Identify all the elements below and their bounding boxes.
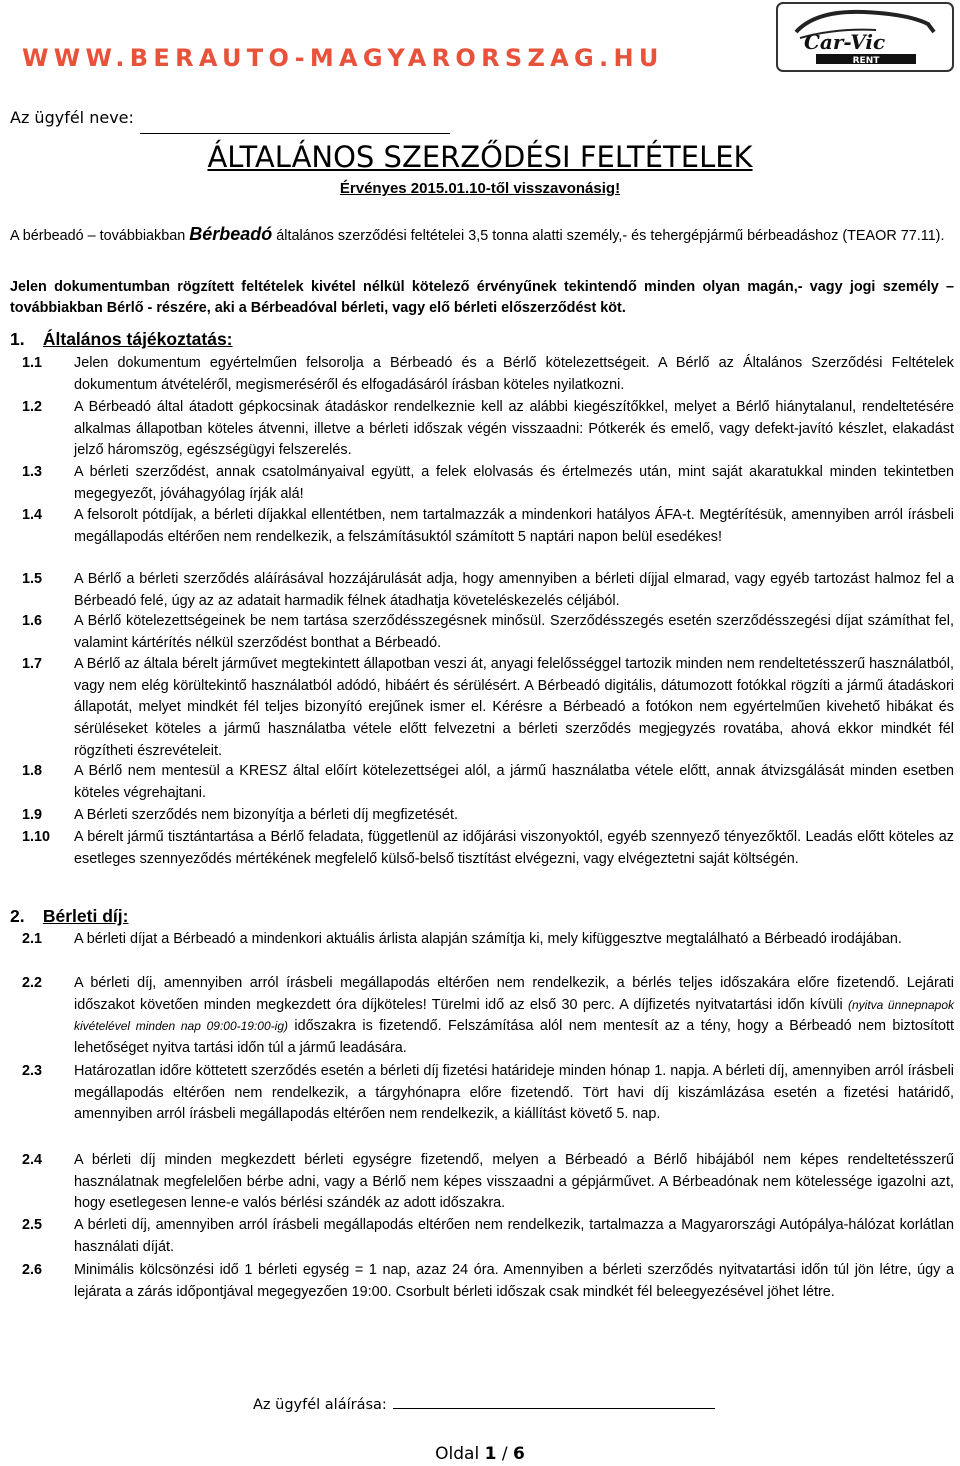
item-number: 1.5 [22,571,43,587]
item-text [74,973,954,1060]
item-text: Határozatlan időre köttetett szerződés esetén a bérleti díj fizetési határideje minden hónap 1. napja. A bérleti díj, amennyiben arról írásbeli megállapodás eltérően nem rendelkezik, a tárgyhónapra előre fizetendő. Tört havi díj kiszámlázása esetén a fizetési határidő, amennyiben arról írásbeli megállapodás eltérően nem rendelkezik, a kiállítást követő 5. nap. [74,1063,954,1123]
item-text: A Bérlő nem mentesül a KRESZ által előírt kötelezettségei alól, a jármű használatba vétele előtt, annak átvizsgálását minden esetben köteles végrehajtani. [74,763,954,801]
item-number: 1.9 [22,807,43,823]
client-signature [253,1396,715,1413]
section-2-title: Bérleti díj: [42,906,129,926]
logo-sub-text: RENT [852,56,880,66]
item-number: 2.3 [22,1063,43,1079]
item-text: A Bérlő a bérleti szerződés aláírásával hozzájárulását adja, hogy amennyiben a bérleti díjjal elmarad, vagy egyéb tartozást halmoz fel a Bérbeadó felé, úgy az az adatait harmadik félnek átadhatja követeléskezelés céljából. [74,571,954,609]
item-number: 1.8 [22,763,43,779]
item-number: 1.4 [22,507,43,523]
item-text: A bérelt jármű tisztántartása a Bérlő feladata, függetlenül az időjárási viszonyoktól, egyéb szennyező tényezőktől. Leadás előtt köteles az esetleges szennyeződés mértékének megfelelő külső-belső tisztítást elvégezni, vagy elvégeztetni saját költségén. [74,829,954,867]
page-total: 6 [513,1444,525,1464]
list-item [10,805,954,827]
item-number: 2.4 [22,1152,43,1168]
client-name-label: Az ügyfél neve: [10,108,134,127]
section-1-title: Általános tájékoztatás: [42,329,233,349]
section-2-number: 2. [10,906,25,926]
list-item [10,1061,954,1126]
item-text-part-a: A bérleti díj, amennyiben arról írásbeli megállapodás eltérően nem rendelkezik, a bérlés teljes időszakára előre fizetendő. Lejárati időszakot követően minden megkezdett óra díjköteles! Türelmi idő az első 30 perc. A díjfizetés nyitvatartási időn kívüli [74,975,954,1013]
list-item [10,505,954,548]
list-item [10,397,954,462]
item-text: A bérleti szerződést, annak csatolmányaival együtt, a felek elolvasás és értelmezés után, mint saját akaratukkal minden tekintetben megegyezőt, jóváhagyólag írják alá! [74,464,954,502]
item-text: Minimális kölcsönzési idő 1 bérleti egység = 1 nap, azaz 24 óra. Amennyiben a bérleti szerződés nyitvatartási időn túl jön létre, úgy a lejárata a zárás időpontjával megegyezően 19:00. Csorbult bérleti időszak csak mindkét fél beleegyezésével jöhet létre. [74,1262,954,1300]
document-validity: Érvényes 2015.01.10-től visszavonásig! [339,180,621,197]
list-item [10,1260,954,1303]
intro-p1-start: A bérbeadó – továbbiakban [10,228,190,244]
intro-paragraph-2: Jelen dokumentumban rögzített feltételek kivétel nélkül kötelező érvényűnek tekintendő minden olyan magán,- vagy jogi személy – továbbiakban Bérlő - részére, aki a Bérbeadóval bérleti, vagy elő bérleti előszerződést köt. [10,279,954,316]
item-number: 2.6 [22,1262,43,1278]
list-item [10,611,954,654]
item-text: A bérleti díj minden megkezdett bérleti egységre fizetendő, melyen a Bérbeadó a Bérlő hibájából nem képes rendeltetésszerű használatnak megfelelően bérbe adni, vagy a Bérlő nem képes visszaadni a gépjárművet. A Bérbeadónak nem kötelessége igazolni azt, hogy esetlegesen lenne-e valós bérlési szándék az adott időszakra. [74,1152,954,1212]
list-item [10,462,954,505]
list-item [10,973,954,1060]
item-number: 2.5 [22,1217,43,1233]
item-number: 1.3 [22,464,43,480]
list-item [10,761,954,804]
page-number [0,1444,960,1464]
section-1-heading [10,329,233,350]
page-label: Oldal [435,1444,480,1464]
item-text: A bérleti díjat a Bérbeadó a mindenkori aktuális árlista alapján számítja ki, mely kifüggesztve megtalálható a Bérbeadó irodájában. [74,931,902,947]
car-vic-logo [776,2,954,72]
section-2-heading [10,906,128,927]
item-text: A felsorolt pótdíjak, a bérleti díjakkal ellentétben, nem tartalmazzák a mindenkori hatályos ÁFA-t. Megtérítésük, amennyiben arról írásbeli megállapodás eltérően nem rendelkezik, a felszámításuktól számított 5 naptári napon belül esedékes! [74,507,954,545]
list-item [10,353,954,396]
item-number: 1.1 [22,355,43,371]
document-title: ÁLTALÁNOS SZERZŐDÉSI FELTÉTELEK [207,140,753,174]
signature-line [393,1396,715,1409]
list-item [10,1150,954,1215]
list-item [10,827,954,870]
opening-hours-note: (nyitva ünnepnapok kivételével minden nap 09:00-19:00-ig) [74,997,954,1034]
page-separator: / [501,1444,508,1464]
list-item [10,1215,954,1258]
item-number: 1.2 [22,399,43,415]
item-number: 1.7 [22,656,43,672]
item-number: 2.1 [22,931,43,947]
item-text-part-b: időszakra is fizetendő. Felszámítása alól nem mentesít az a tény, hogy a Bérbeadó nem biztosított lehetőséget nyitva tartási időn túl a jármű leadására. [74,1018,955,1057]
site-url[interactable]: WWW.BERAUTO-MAGYARORSZAG.HU [22,44,664,72]
intro-paragraph-1 [10,224,954,247]
signature-label: Az ügyfél aláírása: [253,1397,387,1413]
item-text: Jelen dokumentum egyértelműen felsorolja a Bérbeadó és a Bérlő kötelezettségeit. A Bérlő az Általános Szerződési Feltételek dokumentum átvételéről, megismeréséről és elfogadásáról írásban köteles nyilatkozni. [74,355,954,393]
item-text: A Bérlő kötelezettségeinek be nem tartása szerződésszegésnek minősül. Szerződésszegés esetén szerződésszegési díjat számíthat fel, valamint kártérítés nélkül szerződést bonthat a Bérbeadó. [74,613,954,651]
page-current: 1 [484,1444,497,1464]
car-logo-icon [776,2,954,72]
item-text: A bérleti díj, amennyiben arról írásbeli megállapodás eltérően nem rendelkezik, tartalmazza a Magyarországi Autópálya-hálózat korlátlan használati díját. [74,1217,954,1255]
item-number: 2.2 [22,975,43,991]
intro-brand: Bérbeadó [189,224,273,244]
item-number: 1.10 [22,829,51,845]
list-item [10,929,954,951]
intro-p1-end: általános szerződési feltételei 3,5 tonna alatti személy,- és tehergépjármű bérbeadáshoz (TEAOR 77.11). [272,228,945,244]
client-name-line [140,133,450,134]
list-item [10,569,954,612]
item-number: 1.6 [22,613,43,629]
item-text: A Bérlő az általa bérelt járművet megtekintett állapotban veszi át, anyagi felelősséggel tartozik minden nem rendeltetésszerű használatból, vagy nem elég körültekintő használatból adódó, hibáért és sérülésért. A Bérbeadó digitális, dátumozott fotókkal rögzíti a jármű átadáskori állapotát, melyet mindkét fél teljes bizonyító erejűnek ismer el. Kérésre a Bérbeadó a fotókon nem egyértelműen kivehető hibákat és sérüléseket köteles a jármű használatba vétele előtt felvezetni a bérleti szerződés megjegyzés rovatába, ahová ekkor mindkét fél rögzítheti észrevételeit. [74,656,954,759]
list-item [10,654,954,763]
section-1-number: 1. [10,329,25,349]
logo-brand-text: Car-Vic [804,30,886,54]
item-text: A Bérbeadó által átadott gépkocsinak átadáskor rendelkeznie kell az alábbi kiegészítőkkel, melyet a Bérlő hiánytalanul, rendeltetésére alkalmas állapotban köteles átvenni, illetve a bérleti időszak végén visszaadni: Pótkerék és emelő, vagy defekt-javító készlet, elakadást jelző háromszög, egészségügyi felszerelés. [74,399,954,459]
item-text: A Bérleti szerződés nem bizonyítja a bérleti díj megfizetését. [74,807,458,823]
